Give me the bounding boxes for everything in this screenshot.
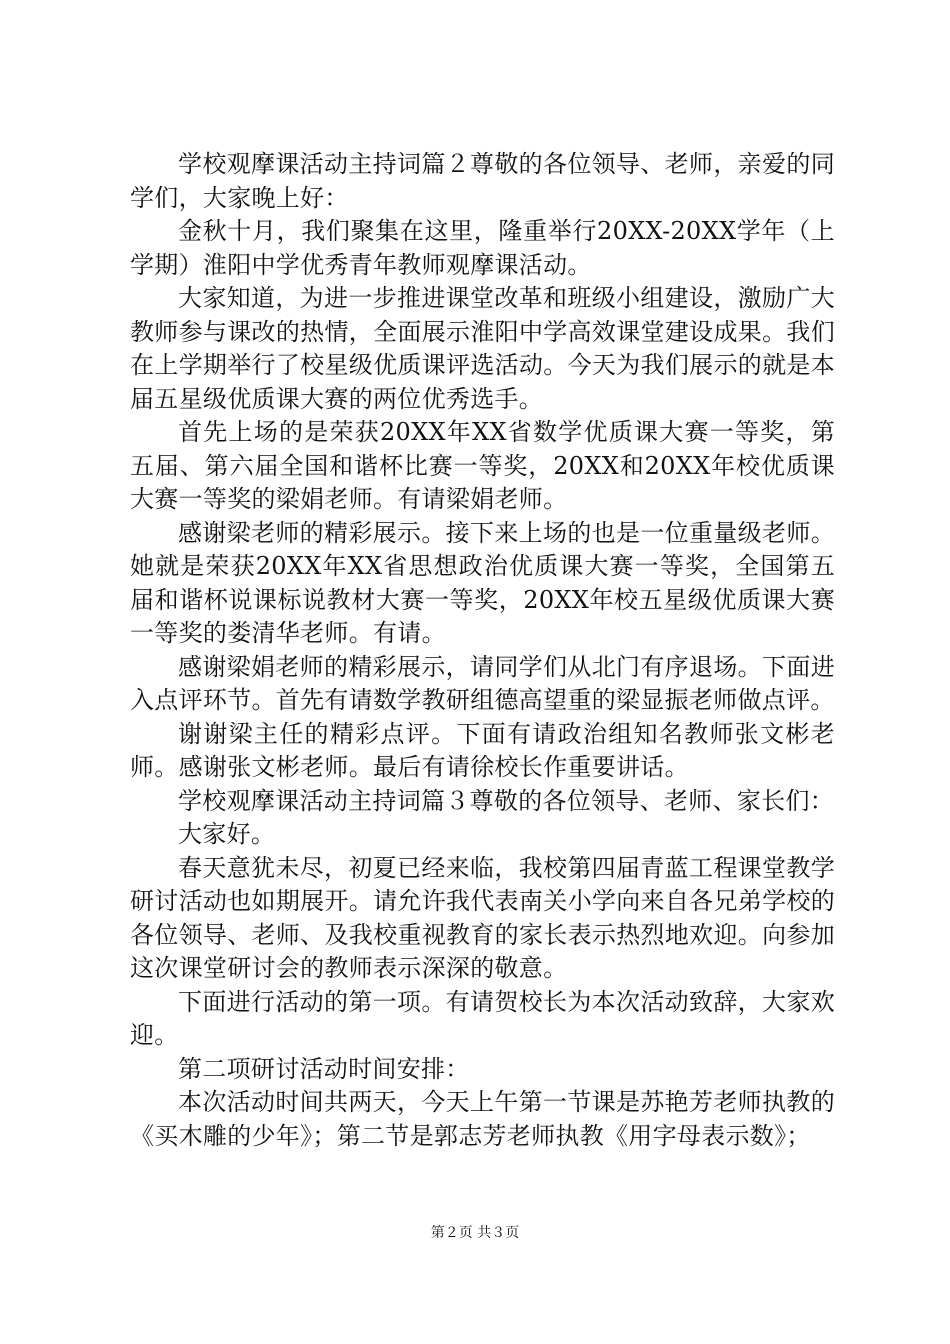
paragraph-4: 首先上场的是荣获20XX年XX省数学优质课大赛一等奖，第五届、第六届全国和谐杯比赛一等奖，20XX和20XX年校优质课大赛一等奖的梁娟老师。有请梁娟老师。	[130, 418, 835, 513]
paragraph-7: 谢谢梁主任的精彩点评。下面有请政治组知名教师张文彬老师。感谢张文彬老师。最后有请徐校长作重要讲话。	[130, 719, 835, 781]
paragraph-3: 大家知道，为进一步推进课堂改革和班级小组建设，激励广大教师参与课改的热情，全面展示淮阳中学高效课堂建设成果。我们在上学期举行了校星级优质课评选活动。今天为我们展示的就是本届五星级优质课大赛的两位优秀选手。	[130, 284, 835, 413]
paragraph-8: 学校观摩课活动主持词篇３尊敬的各位领导、老师、家长们：	[178, 786, 835, 815]
paragraph-1: 学校观摩课活动主持词篇２尊敬的各位领导、老师，亲爱的同学们，大家晚上好：	[130, 150, 835, 212]
paragraph-9: 大家好。	[178, 820, 276, 848]
paragraph-5: 感谢梁老师的精彩展示。接下来上场的也是一位重量级老师。她就是荣获20XX年XX省思想政治优质课大赛一等奖，全国第五届和谐杯说课标说教材大赛一等奖，20XX年校五星级优质课大赛一等奖的娄清华老师。有请。	[130, 518, 835, 647]
paragraph-10: 春天意犹未尽，初夏已经来临，我校第四届青蓝工程课堂教学研讨活动也如期展开。请允许我代表南关小学向来自各兄弟学校的各位领导、老师、及我校重视教育的家长表示热烈地欢迎。向参加这次课堂研讨会的教师表示深深的敬意。	[130, 853, 835, 982]
document-body	[130, 148, 835, 1153]
paragraph-13: 本次活动时间共两天，今天上午第一节课是苏艳芳老师执教的《买木雕的少年》；第二节是郭志芳老师执教《用字母表示数》；	[130, 1088, 835, 1150]
paragraph-2: 金秋十月，我们聚集在这里，隆重举行20XX-20XX学年（上学期）淮阳中学优秀青年教师观摩课活动。	[130, 217, 835, 279]
paragraph-6: 感谢梁娟老师的精彩展示，请同学们从北门有序退场。下面进入点评环节。首先有请数学教研组德高望重的梁显振老师做点评。	[130, 652, 835, 714]
paragraph-11: 下面进行活动的第一项。有请贺校长为本次活动致辞，大家欢迎。	[130, 987, 835, 1049]
paragraph-12: 第二项研讨活动时间安排：	[178, 1054, 470, 1083]
page-number-footer: 第２页 共３页	[430, 1225, 520, 1241]
